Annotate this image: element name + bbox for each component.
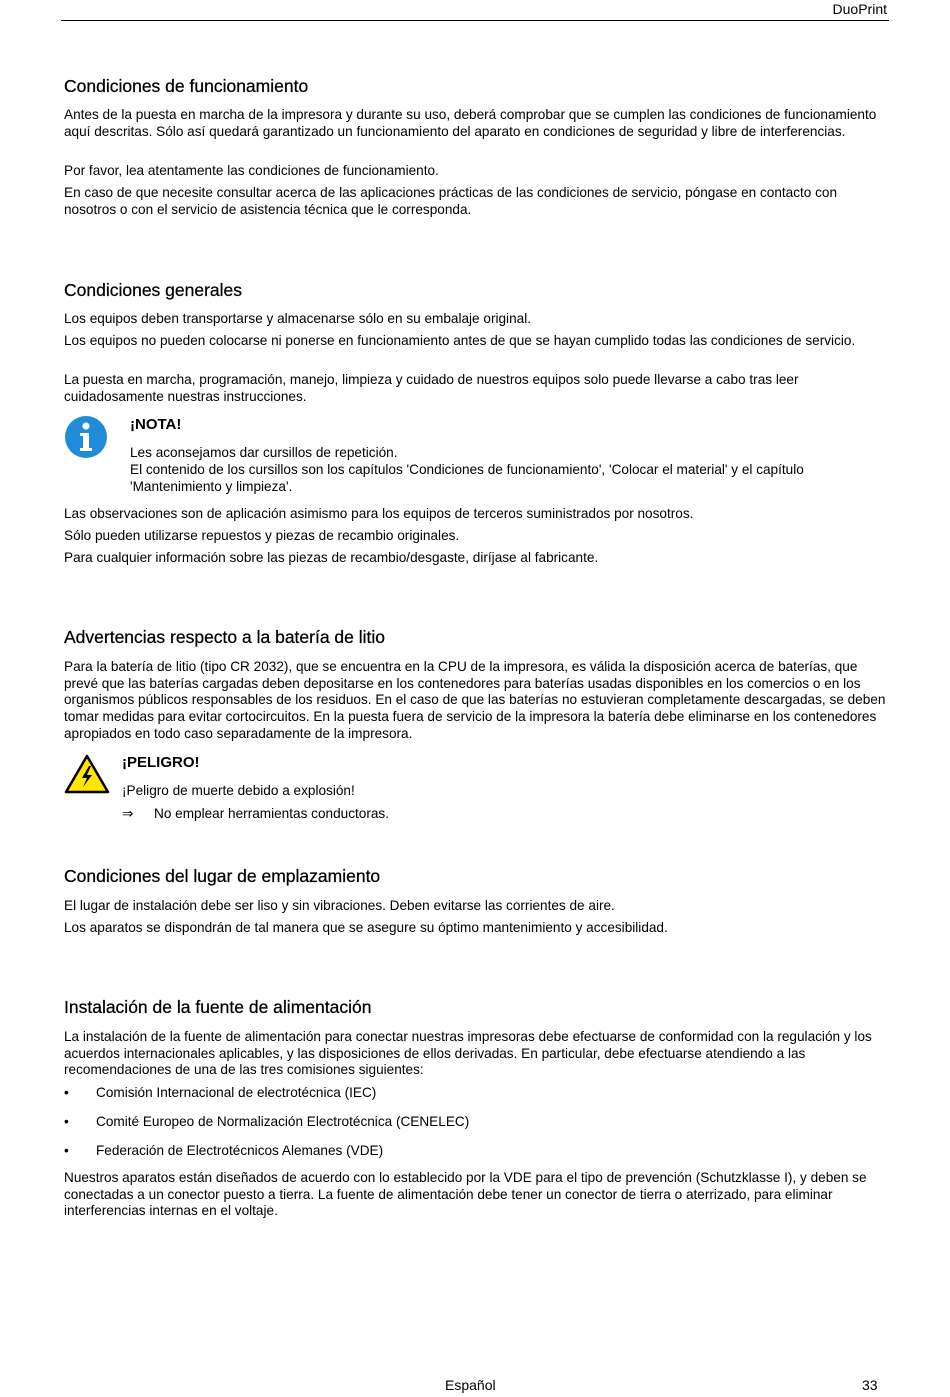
page-number: 33 bbox=[862, 1377, 878, 1393]
bullet-icon: • bbox=[64, 1085, 69, 1100]
section-title-operating-conditions: Condiciones de funcionamiento bbox=[64, 76, 309, 96]
section-title-power-supply: Instalación de la fuente de alimentación bbox=[64, 997, 372, 1017]
list-item: Comité Europeo de Normalización Electrotécnica (CENELEC) bbox=[96, 1114, 470, 1129]
paragraph: Los equipos deben transportarse y almacenarse sólo en su embalaje original. bbox=[64, 311, 531, 326]
header-title: DuoPrint bbox=[832, 1, 887, 17]
danger-title: ¡PELIGRO! bbox=[122, 754, 200, 771]
paragraph: Los equipos no pueden colocarse ni ponerse en funcionamiento antes de que se hayan cumplido todas las condiciones de servicio. bbox=[64, 333, 856, 348]
note-title: ¡NOTA! bbox=[130, 416, 182, 433]
bullet-icon: • bbox=[64, 1143, 69, 1158]
list-item: Comisión Internacional de electrotécnica (IEC) bbox=[96, 1085, 377, 1100]
paragraph: La instalación de la fuente de alimentación para conectar nuestras impresoras debe efectuarse de conformidad con la regulación y los acuerdos internacionales aplicables, y las disposiciones de ellos derivadas. En particular, debe efectuarse atendiendo a las recomendaciones de una de las tres comisiones siguientes: bbox=[64, 1029, 872, 1078]
paragraph: Las observaciones son de aplicación asimismo para los equipos de terceros suministrados por nosotros. bbox=[64, 506, 694, 521]
info-icon bbox=[64, 415, 108, 459]
note-text: El contenido de los cursillos son los capítulos 'Condiciones de funcionamiento', 'Colocar el material' y el capítulo 'Mantenimiento y limpieza'. bbox=[130, 462, 804, 494]
note-text: Les aconsejamos dar cursillos de repetición. bbox=[130, 445, 398, 460]
paragraph: Nuestros aparatos están diseñados de acuerdo con lo establecido por la VDE para el tipo de prevención (Schutzklasse I), y deben se conectadas a un conector puesto a tierra. La fuente de alimentación debe tener un conector de tierra o aterrizado, para eliminar interferencias internas en el voltaje. bbox=[64, 1170, 867, 1219]
footer-language: Español bbox=[445, 1377, 496, 1393]
arrow-icon: ⇒ bbox=[122, 806, 134, 821]
paragraph: Antes de la puesta en marcha de la impresora y durante su uso, deberá comprobar que se cumplen las condiciones de funcionamiento aquí descritas. Sólo así quedará garantizado un funcionamiento del aparato en condiciones de seguridad y libre de interferencias. bbox=[64, 107, 877, 139]
paragraph: En caso de que necesite consultar acerca de las aplicaciones prácticas de las condiciones de servicio, póngase en contacto con nosotros o con el servicio de asistencia técnica que le corresponda. bbox=[64, 185, 838, 217]
high-voltage-warning-icon bbox=[64, 754, 110, 794]
paragraph: Los aparatos se dispondrán de tal manera que se asegure su óptimo mantenimiento y accesibilidad. bbox=[64, 920, 668, 935]
paragraph: Para la batería de litio (tipo CR 2032), que se encuentra en la CPU de la impresora, es válida la disposición acerca de baterías, que prevé que las baterías cargadas deben depositarse en los contenedores para baterías usadas disponibles en los comercios o en los organismos públicos responsables de los residuos. En el caso de que las baterías no estuvieran completamente descargadas, se deben tomar medidas para evitar cortocircuitos. En la puesta fuera de servicio de la impresora la batería debe eliminarse en los contenedores apropiados en todo caso separadamente de la impresora. bbox=[64, 659, 886, 741]
section-title-lithium-battery: Advertencias respecto a la batería de litio bbox=[64, 627, 386, 647]
paragraph: Sólo pueden utilizarse repuestos y piezas de recambio originales. bbox=[64, 528, 460, 543]
paragraph: Por favor, lea atentamente las condiciones de funcionamiento. bbox=[64, 163, 439, 178]
danger-text: ¡Peligro de muerte debido a explosión! bbox=[122, 783, 355, 798]
list-item: Federación de Electrotécnicos Alemanes (VDE) bbox=[96, 1143, 384, 1158]
page-header bbox=[61, 0, 889, 21]
section-title-installation-site: Condiciones del lugar de emplazamiento bbox=[64, 866, 381, 886]
section-title-general-conditions: Condiciones generales bbox=[64, 280, 243, 300]
paragraph: La puesta en marcha, programación, manejo, limpieza y cuidado de nuestros equipos solo puede llevarse a cabo tras leer cuidadosamente nuestras instrucciones. bbox=[64, 372, 799, 404]
bullet-icon: • bbox=[64, 1114, 69, 1129]
paragraph: El lugar de instalación debe ser liso y sin vibraciones. Deben evitarse las corrientes de aire. bbox=[64, 898, 615, 913]
paragraph: Para cualquier información sobre las piezas de recambio/desgaste, diríjase al fabricante. bbox=[64, 550, 599, 565]
danger-action: No emplear herramientas conductoras. bbox=[154, 806, 389, 821]
